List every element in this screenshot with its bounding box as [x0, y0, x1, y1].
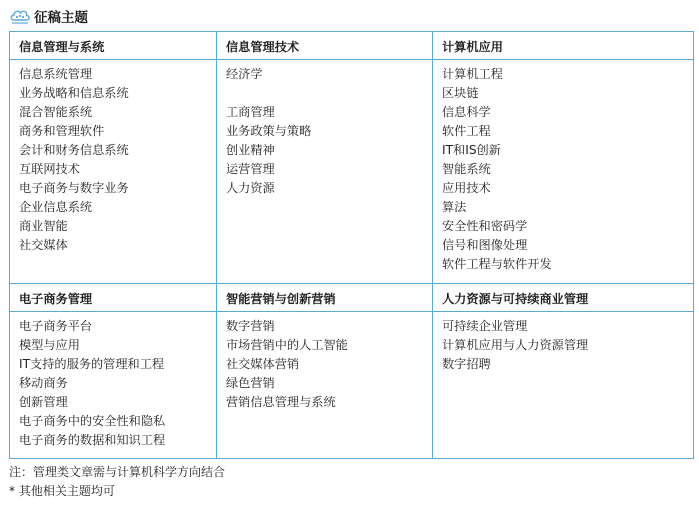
topic-item: 信号和图像处理 — [442, 238, 528, 252]
topic-item: 混合智能系统 — [19, 105, 93, 119]
topic-item: 电子商务平台 — [19, 319, 93, 333]
topic-item: IT支持的服务的管理和工程 — [19, 357, 165, 371]
topic-item: 软件工程 — [442, 124, 491, 138]
section-cell — [217, 60, 433, 284]
topic-item: 互联网技术 — [19, 162, 80, 176]
topic-item: 区块链 — [442, 86, 479, 100]
section-heading: 信息管理与系统 — [10, 32, 217, 60]
topic-item: 数字招聘 — [442, 357, 491, 371]
cloud-network-icon — [9, 6, 31, 26]
topic-item: 安全性和密码学 — [442, 219, 528, 233]
topic-item: 移动商务 — [19, 376, 68, 390]
section-cell — [10, 312, 217, 459]
topic-item: 工商管理 — [226, 105, 275, 119]
topic-item: 模型与应用 — [19, 338, 80, 352]
topic-item: 电子商务与数字业务 — [19, 181, 129, 195]
topic-item: 运营管理 — [226, 162, 275, 176]
topic-item: 应用技术 — [442, 181, 491, 195]
topic-list — [19, 317, 216, 450]
topic-item: 商业智能 — [19, 219, 68, 233]
topics-table — [9, 31, 694, 459]
topic-item: IT和IS创新 — [442, 143, 501, 157]
topic-list — [226, 317, 432, 412]
topic-item: 软件工程与软件开发 — [442, 257, 552, 271]
topic-item: 市场营销中的人工智能 — [226, 338, 348, 352]
section-heading: 人力资源与可持续商业管理 — [433, 284, 694, 312]
section-heading: 信息管理技术 — [217, 32, 433, 60]
topic-item: 业务战略和信息系统 — [19, 86, 129, 100]
topic-item: 商务和管理软件 — [19, 124, 105, 138]
topic-list — [442, 65, 693, 274]
section-heading: 电子商务管理 — [10, 284, 217, 312]
topic-item: 业务政策与策略 — [226, 124, 312, 138]
topic-list — [226, 65, 432, 198]
note-line: 注：管理类文章需与计算机科学方向结合 — [9, 465, 226, 479]
page-title: 征稿主题 — [34, 10, 88, 26]
topic-list — [442, 317, 693, 374]
topic-item: 计算机工程 — [442, 67, 503, 81]
topic-item: 可持续企业管理 — [442, 319, 528, 333]
note-line: * 其他相关主题均可 — [9, 484, 115, 498]
topic-item: 智能系统 — [442, 162, 491, 176]
topic-item: 人力资源 — [226, 181, 275, 195]
section-heading: 智能营销与创新营销 — [217, 284, 433, 312]
section-cell — [433, 312, 694, 459]
topic-item: 经济学 — [226, 67, 263, 81]
topic-item — [226, 84, 432, 103]
topic-item: 数字营销 — [226, 319, 275, 333]
topic-item: 创新管理 — [19, 395, 68, 409]
table-header-row — [10, 284, 694, 312]
section-cell — [10, 60, 217, 284]
topic-item: 创业精神 — [226, 143, 275, 157]
topic-list — [19, 65, 216, 255]
topic-item: 绿色营销 — [226, 376, 275, 390]
table-header-row — [10, 32, 694, 60]
section-cell — [433, 60, 694, 284]
notes — [9, 463, 225, 501]
topic-item: 企业信息系统 — [19, 200, 93, 214]
table-row — [10, 60, 694, 284]
topic-item: 电子商务中的安全性和隐私 — [19, 414, 166, 428]
table-row — [10, 312, 694, 459]
topic-item: 社交媒体营销 — [226, 357, 300, 371]
section-heading: 计算机应用 — [433, 32, 694, 60]
topic-item: 信息系统管理 — [19, 67, 93, 81]
topic-item: 营销信息管理与系统 — [226, 395, 336, 409]
topic-item: 社交媒体 — [19, 238, 68, 252]
topic-item: 信息科学 — [442, 105, 491, 119]
section-cell — [217, 312, 433, 459]
topic-item: 算法 — [442, 200, 467, 214]
topic-item: 会计和财务信息系统 — [19, 143, 129, 157]
topic-item: 计算机应用与人力资源管理 — [442, 338, 589, 352]
page-header — [9, 5, 88, 27]
topic-item: 电子商务的数据和知识工程 — [19, 433, 166, 447]
